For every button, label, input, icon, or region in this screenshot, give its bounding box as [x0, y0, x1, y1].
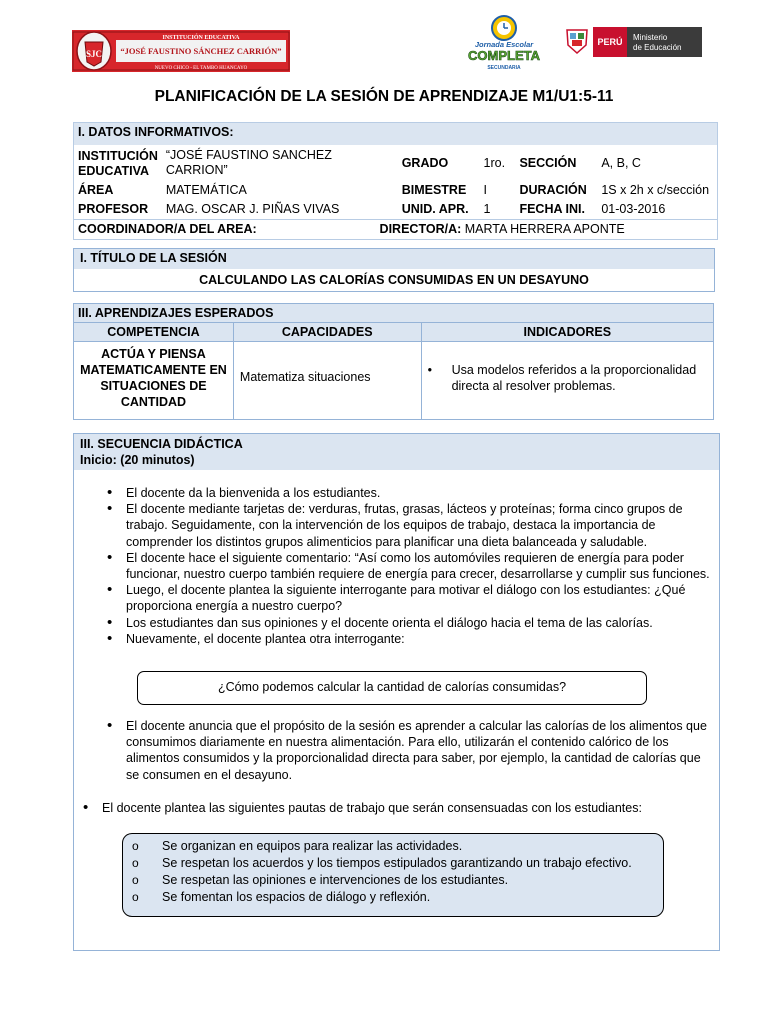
jornada-logo-line3: SECUNDARIA: [487, 65, 521, 71]
area-label: ÁREA: [78, 183, 114, 197]
list-item: o Se respetan los acuerdos y los tiempos estipulados garantizando un trabajo efectivo.: [122, 855, 662, 872]
aprendizajes-heading: III. APRENDIZAJES ESPERADOS: [74, 304, 714, 323]
list-item: • El docente hace el siguiente comentario: “Así como los automóviles requieren de energía para poder funcionar, nuestro cuerpo también requiere de energía para crecer, desarrollarse y cumplir sus funciones.: [102, 550, 714, 582]
gov-logo-country: PERÚ: [597, 37, 623, 47]
competencia-cell: ACTÚA Y PIENSA MATEMATICAMENTE EN SITUACIONES DE CANTIDAD: [74, 342, 234, 420]
svg-text:SJC: SJC: [85, 49, 103, 59]
bullet-icon: •: [427, 362, 432, 377]
page-title: PLANIFICACIÓN DE LA SESIÓN DE APRENDIZAJE M1/U1:5-11: [154, 88, 614, 105]
list-item: • El docente anuncia que el propósito de la sesión es aprender a calcular las calorías de los alimentos que consumimos diariamente en nuestra alimentación. Para ello, utilizarán el contenido calórico de los alimentos consumidos y la proporcionalidad directa para saber, por ejemplo, la cantidad de calorías que se consumen en el desayuno.: [102, 718, 714, 783]
list-item: o Se fomentan los espacios de diálogo y reflexión.: [122, 889, 662, 906]
list-item: • Los estudiantes dan sus opiniones y el docente orienta el diálogo hacia el tema de las calorías.: [102, 615, 714, 631]
list-item: • El docente mediante tarjetas de: verduras, frutas, grasas, lácteos y proteínas; forma cinco grupos de trabajo. Seguidamente, con la intervención de los equipos de trabajo, destaca la importancia de comprender los distintos grupos alimenticios para planificar una dieta balanceada y saludable.: [102, 501, 714, 550]
titulo-heading: I. TÍTULO DE LA SESIÓN: [74, 249, 714, 269]
bimestre-label: BIMESTRE: [401, 183, 467, 197]
titulo-text: CALCULANDO LAS CALORÍAS CONSUMIDAS EN UN DESAYUNO: [199, 273, 589, 287]
datos-row: [74, 181, 718, 200]
fecha-value: 01-03-2016: [601, 202, 666, 216]
list-item: • Nuevamente, el docente plantea otra interrogante:: [102, 631, 714, 647]
secuencia-subheading: Inicio: (20 minutos): [80, 453, 195, 467]
secuencia-heading: III. SECUENCIA DIDÁCTICA: [80, 437, 243, 451]
list-item: o Se respetan las opiniones e intervenciones de los estudiantes.: [122, 872, 662, 889]
inicio-bullet-list: [102, 485, 714, 647]
datos-heading: I. DATOS INFORMATIVOS:: [74, 123, 718, 146]
area-value: MATEMÁTICA: [165, 183, 247, 197]
duracion-value: 1S x 2h x c/sección: [601, 183, 710, 197]
grado-label: GRADO: [401, 155, 449, 170]
bimestre-value: I: [483, 183, 488, 197]
secuencia-header: [74, 434, 719, 470]
grado-value: 1ro.: [483, 155, 506, 170]
list-item: • El docente da la bienvenida a los estudiantes.: [102, 485, 714, 501]
gov-logo-ministry-1: Ministerio: [633, 33, 668, 42]
peru-shield-icon: [567, 30, 587, 53]
school-logo-line1: INSTITUCIÓN EDUCATIVA: [162, 35, 240, 41]
col-indicadores: INDICADORES: [421, 323, 713, 342]
list-item: o Se organizan en equipos para realizar las actividades.: [122, 838, 662, 855]
question-box: ¿Cómo podemos calcular la cantidad de calorías consumidas?: [137, 671, 647, 705]
director-label: DIRECTOR/A:: [379, 222, 462, 236]
col-capacidades: CAPACIDADES: [233, 323, 421, 342]
institucion-label: INSTITUCIÓN EDUCATIVA: [78, 149, 158, 178]
indicador-cell: [421, 342, 713, 420]
datos-footer-row: [74, 220, 718, 240]
proposito-bullet-list: [102, 718, 714, 783]
indicador-text: Usa modelos referidos a la proporcionalidad directa al resolver problemas.: [451, 362, 697, 393]
unidad-label: UNID. APR.: [401, 202, 469, 216]
titulo-sesion-box: [73, 248, 715, 292]
school-logo-line3: NUEVO CHICO - EL TAMBO HUANCAYO: [154, 66, 248, 71]
datos-row: [74, 200, 718, 220]
jornada-escolar-logo: [462, 14, 546, 72]
school-logo: [72, 30, 290, 72]
coordinador-label: COORDINADOR/A DEL AREA:: [74, 220, 480, 240]
aprendizajes-table: [73, 303, 714, 420]
profesor-label: PROFESOR: [78, 202, 149, 216]
pautas-list: [122, 838, 662, 906]
profesor-value: MAG. OSCAR J. PIÑAS VIVAS: [165, 202, 340, 216]
gov-logo-ministry-2: de Educación: [633, 43, 682, 52]
school-logo-line2: “JOSÉ FAUSTINO SÁNCHEZ CARRIÓN”: [120, 46, 282, 56]
ministerio-educacion-logo: [564, 27, 702, 57]
datos-informativos-table: [73, 122, 718, 240]
unidad-value: 1: [483, 202, 491, 216]
seccion-value: A, B, C: [601, 155, 641, 170]
seccion-label: SECCIÓN: [519, 155, 577, 170]
pautas-intro-list: [78, 800, 718, 816]
institucion-value: “JOSÉ FAUSTINO SANCHEZ CARRION”: [165, 148, 332, 177]
capacidad-cell: Matematiza situaciones: [233, 342, 421, 420]
jornada-logo-line2: COMPLETA: [468, 48, 540, 63]
col-competencia: COMPETENCIA: [74, 323, 234, 342]
list-item: • Luego, el docente plantea la siguiente interrogante para motivar el diálogo con los estudiantes: ¿Qué proporciona energía a nuestro cuerpo?: [102, 582, 714, 614]
director-cell: [379, 220, 718, 240]
fecha-label: FECHA INI.: [519, 202, 585, 216]
datos-row: [74, 145, 718, 181]
list-item: • El docente plantea las siguientes pautas de trabajo que serán consensuadas con los estudiantes:: [78, 800, 718, 816]
duracion-label: DURACIÓN: [519, 183, 587, 197]
director-value: MARTA HERRERA APONTE: [464, 222, 625, 236]
jornada-logo-line1: Jornada Escolar: [474, 40, 534, 49]
